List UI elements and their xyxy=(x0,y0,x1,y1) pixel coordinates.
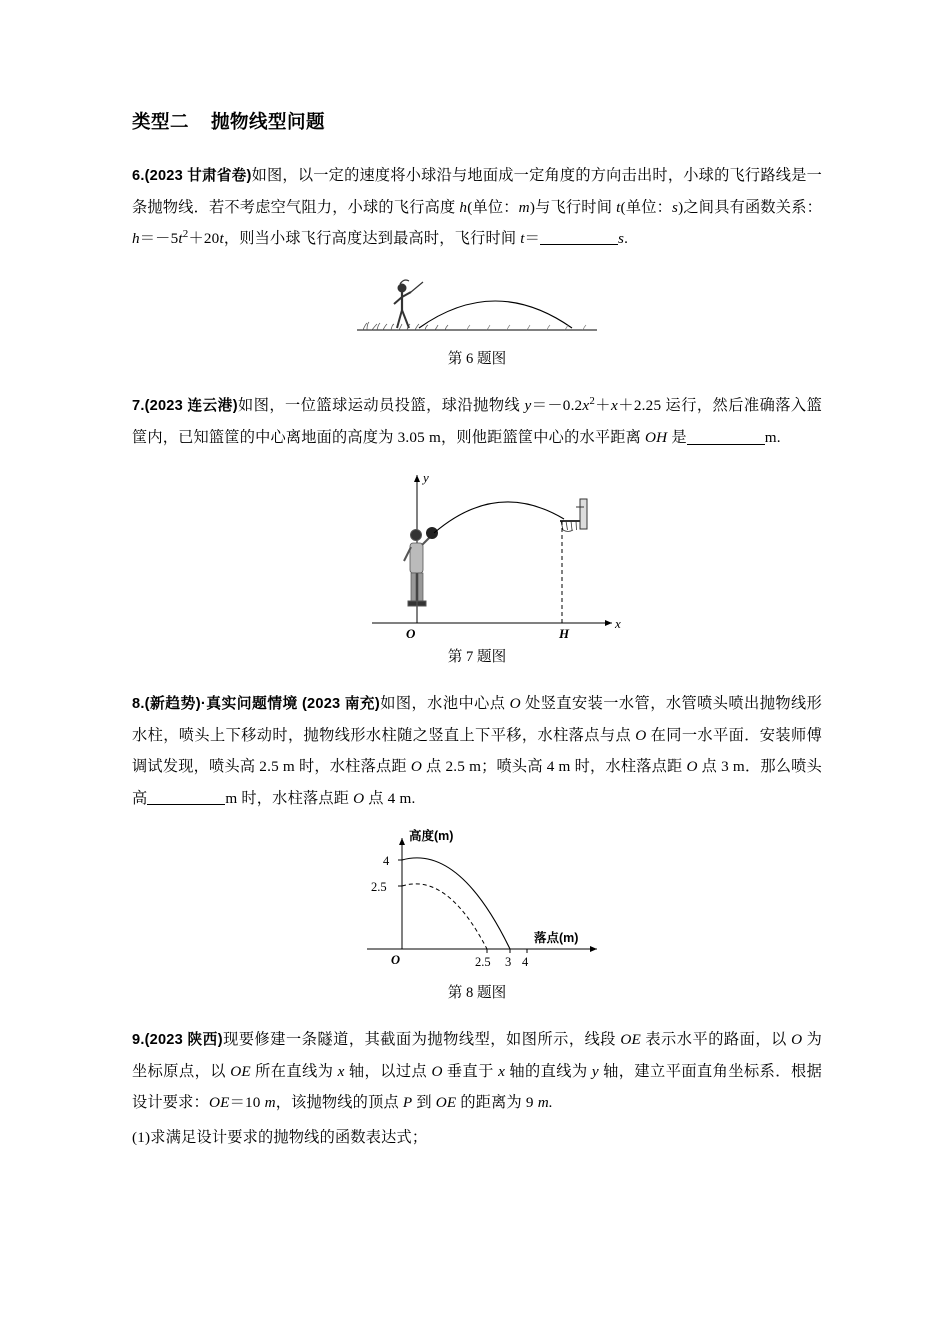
svg-text:2.5: 2.5 xyxy=(371,879,387,894)
figure-8-caption: 第 8 题图 xyxy=(447,984,507,1001)
question-9-sub-1: (1)求满足设计要求的抛物线的函数表达式； xyxy=(132,1129,428,1146)
svg-text:O: O xyxy=(391,952,401,967)
section-label: 类型二 xyxy=(132,111,190,132)
svg-text:2.5: 2.5 xyxy=(475,954,491,969)
figure-7-svg xyxy=(312,463,642,638)
question-8-source: (2023 南充) xyxy=(302,696,380,713)
page-content xyxy=(132,108,822,1157)
question-7-source: (2023 连云港) xyxy=(144,398,238,415)
figure-6-caption: 第 6 题图 xyxy=(447,351,507,368)
answer-blank-8[interactable] xyxy=(147,789,225,805)
svg-text:高度(m): 高度(m) xyxy=(409,828,454,843)
question-7: 7.(2023 连云港)如图，一位篮球运动员投篮，球沿抛物线 $y=-0.2x^2+x+2.25$ 运行，然后准确落入篮筐内，已知篮筐的中心离地面的高度为 3.05 m，则他距篮筐中心的水平距离 OH 是 m. xyxy=(132,395,822,447)
figure-7-caption: 第 7 题图 xyxy=(447,649,507,666)
answer-blank-7[interactable] xyxy=(687,428,765,444)
question-8-tag: (新趋势)·真实问题情境 xyxy=(144,696,298,713)
svg-text:y: y xyxy=(423,470,429,486)
svg-text:3: 3 xyxy=(505,954,512,969)
question-6: 6.(2023 甘肃省卷)如图，以一定的速度将小球沿与地面成一定角度的方向击出时，小球的飞行路线是一条抛物线．若不考虑空气阻力，小球的飞行高度 h(单位：m)与飞行时间 t(单位：s)之间具有函数关系：$h=-5t^2+20t$，则当小球飞行高度达到最高时，飞行时间 t＝ s. xyxy=(132,167,822,248)
svg-text:落点(m): 落点(m) xyxy=(534,930,579,945)
svg-text:H: H xyxy=(559,626,570,639)
figure-8-svg xyxy=(327,824,627,974)
question-8-number: 8. xyxy=(132,696,145,713)
svg-text:4: 4 xyxy=(383,853,390,868)
figure-8 xyxy=(132,824,822,974)
question-6-number: 6. xyxy=(132,168,145,184)
question-7-number: 7. xyxy=(132,398,145,415)
figure-6-svg xyxy=(347,270,607,340)
svg-text:O: O xyxy=(406,626,416,639)
svg-text:4: 4 xyxy=(522,954,529,969)
section-title-text: 抛物线型问题 xyxy=(211,111,326,132)
answer-blank-6[interactable] xyxy=(540,229,618,245)
question-6-source: (2023 甘肃省卷) xyxy=(144,168,252,184)
svg-text:x: x xyxy=(615,616,621,632)
question-9-source: (2023 陕西) xyxy=(144,1031,223,1048)
question-9: 9.(2023 陕西)现要修建一条隧道，其截面为抛物线型，如图所示，线段 OE 表示水平的路面，以 O 为坐标原点，以 OE 所在直线为 x 轴，以过点 O 垂直于 x 轴的直线为 y 轴，建立平面直角坐标系．根据设计要求：OE＝10 m，该抛物线的顶点 P 到 OE 的距离为 9 m. xyxy=(132,1030,823,1111)
figure-7 xyxy=(132,463,822,638)
section-heading xyxy=(132,108,822,134)
question-9-number: 9. xyxy=(132,1031,145,1048)
figure-6 xyxy=(132,270,822,340)
question-8: 8.(新趋势)·真实问题情境 (2023 南充)如图，水池中心点 O 处竖直安装一水管，水管喷头喷出抛物线形水柱，喷头上下移动时，抛物线形水柱随之竖直上下平移，水柱落点与点 O 在同一水平面．安装师傅调试发现，喷头高 2.5 m 时，水柱落点距 O 点 2.5 m；喷头高 4 m 时，水柱落点距 O 点 3 m．那么喷头高 m 时，水柱落点距 O 点 4 m. xyxy=(132,695,823,807)
